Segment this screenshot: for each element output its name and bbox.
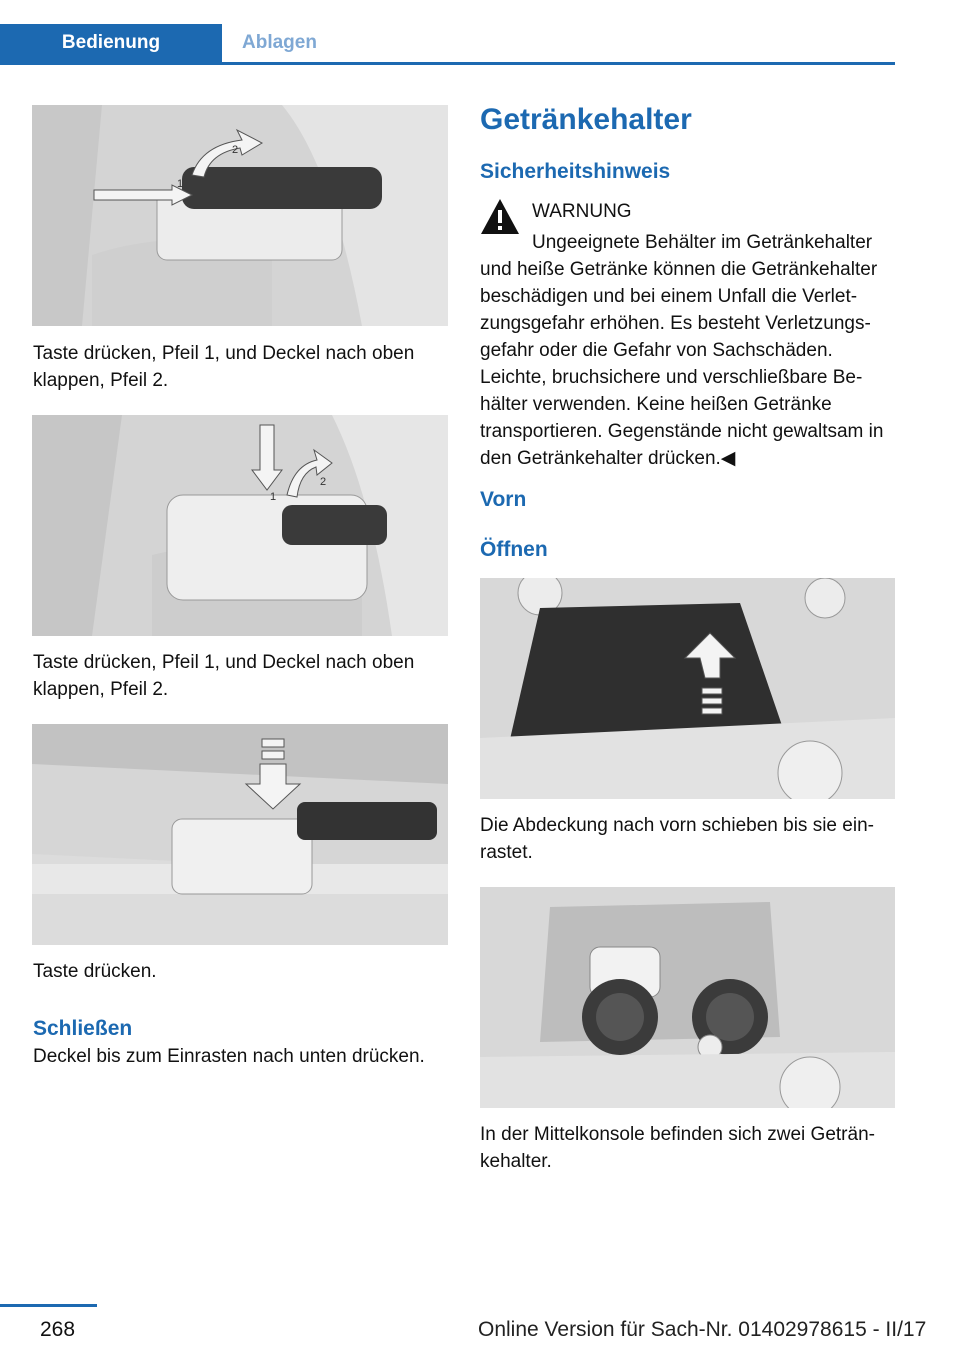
caption-open: Die Abdeckung nach vorn schieben bis sie einrastet.	[480, 815, 874, 863]
arrow2-label-2: 2	[320, 476, 327, 488]
caption-holders: In der Mittelkonsole befinden sich zwei Getränkehalter.	[480, 1124, 875, 1172]
close-text: Deckel bis zum Einrasten nach unten drücken.	[33, 1046, 425, 1067]
caption-3: Taste drücken.	[33, 961, 157, 982]
caption-2: Taste drücken, Pfeil 1, und Deckel nach oben klappen, Pfeil 2.	[33, 652, 415, 700]
arrow1-label: 1	[177, 178, 184, 190]
armrest-open-figure-1	[32, 105, 448, 326]
safety-heading: Sicherheitshinweis	[480, 160, 671, 183]
cupholder-cover-figure	[480, 578, 895, 799]
caption-1: Taste drücken, Pfeil 1, und Deckel nach oben klappen, Pfeil 2.	[33, 343, 415, 391]
page-number: 268	[40, 1318, 76, 1341]
section-tabs	[0, 24, 895, 65]
online-version: Online Version für Sach-Nr. 01402978615 - II/17	[478, 1318, 927, 1341]
tab-ablagen[interactable]: Ablagen	[242, 32, 317, 53]
arrow2-label: 2	[232, 144, 239, 156]
front-heading: Vorn	[480, 488, 527, 511]
tab-bedienung[interactable]: Bedienung	[0, 24, 222, 62]
warning-label: WARNUNG	[532, 201, 632, 222]
cupholders-figure	[480, 887, 895, 1108]
arrow1-label-2: 1	[270, 491, 277, 503]
footer-divider	[0, 1304, 97, 1307]
open-heading: Öffnen	[480, 538, 548, 561]
armrest-open-figure-2	[32, 415, 448, 636]
close-heading: Schließen	[33, 1017, 133, 1040]
warning-text: Ungeeignete Behälter im Getränkehalter und heiße Getränke können die Getränkehalter beschädigen und bei einem Unfall die Verletzungsgefahr erhöhen. Es besteht Verletzungsgefahr oder die Gefahr von Sachschäden. Leichte, bruchsichere und verschließbare Behälter verwenden. Keine heißen Getränke transportieren. Gegenstände nicht gewaltsam in den Getränkehalter drücken.◀	[480, 232, 884, 469]
page-title: Getränkehalter	[480, 103, 692, 136]
armrest-button-figure	[32, 724, 448, 945]
